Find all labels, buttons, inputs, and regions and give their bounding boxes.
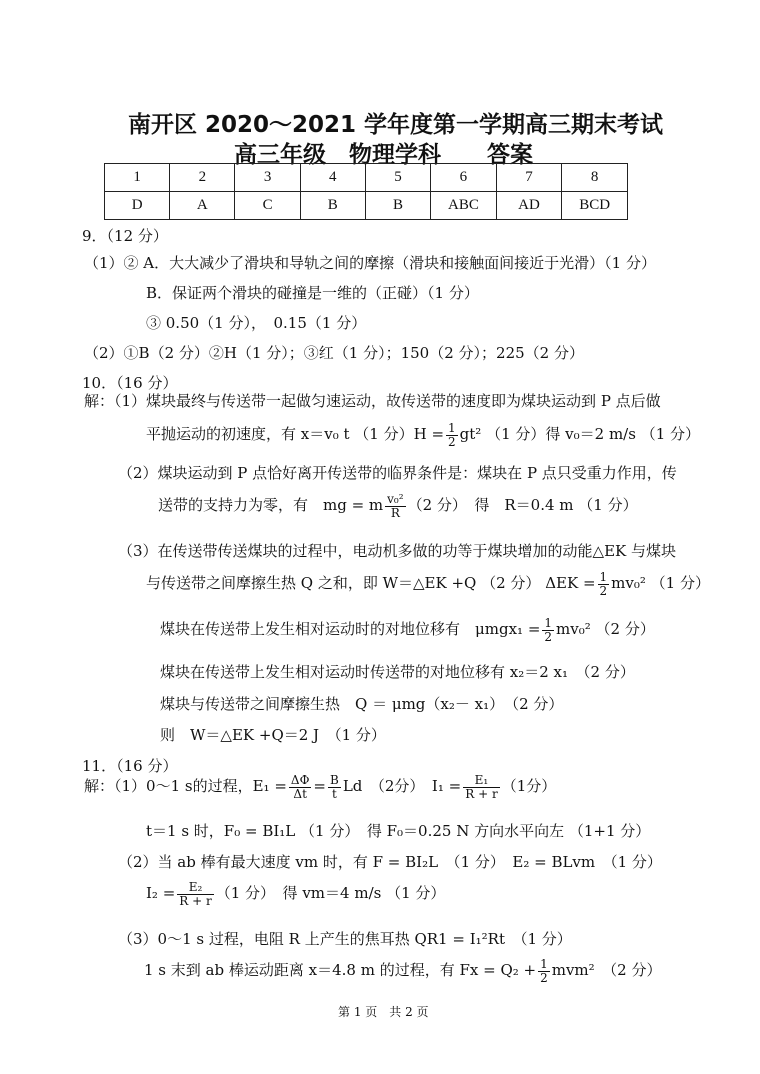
q10-line-2-text-a: 平抛运动的初速度，有 x＝v₀ t （1 分）H = <box>146 425 445 444</box>
q10-header: 10．（16 分） <box>82 374 178 392</box>
answer-cell: D <box>105 192 170 220</box>
q11-line-4-text-a: I₂ = <box>146 884 176 903</box>
q11-line-2: t＝1 s 时，F₀ = BI₁L （1 分） 得 F₀＝0.25 N 方向水平向左 （1+1 分） <box>146 822 651 840</box>
q10-line-8: 煤块在传送带上发生相对运动时传送带的对地位移有 x₂＝2 x₁ （2 分） <box>160 663 635 681</box>
q10-line-5: （3）在传送带传送煤块的过程中，电动机多做的功等于煤块增加的动能△EK 与煤块 <box>118 542 677 560</box>
question-number: 2 <box>170 164 235 192</box>
fraction-half: $\frac{1}{2}$ <box>599 570 608 598</box>
question-number: 1 <box>105 164 170 192</box>
q10-line-6-text-b: mv₀² （1 分） <box>611 574 710 593</box>
fraction-v0sq-over-R: $\frac{\text{v₀²}}{R}$ <box>387 492 404 520</box>
q10-line-1: 解：（1）煤块最终与传送带一起做匀速运动，故传送带的速度即为煤块运动到 P 点后做 <box>84 392 661 410</box>
q10-line-7-text-a: 煤块在传送带上发生相对运动时的对地位移有 μmgx₁ = <box>160 620 541 639</box>
q10-line-4-text-a: 送带的支持力为零，有 mg = m <box>158 496 384 515</box>
answer-cell: A <box>170 192 235 220</box>
answer-cell: B <box>365 192 430 220</box>
q9-line-2: B．保证两个滑块的碰撞是一维的（正碰）（1 分） <box>146 284 479 302</box>
q10-line-2 <box>146 422 700 448</box>
q11-line-5: （3）0～1 s 过程，电阻 R 上产生的焦耳热 QR1 = I₁²Rt （1 分） <box>118 930 572 948</box>
fraction-E2-over-Rr: $\frac{\text{E₂}}{R + r}$ <box>179 880 212 908</box>
answer-cell: B <box>300 192 365 220</box>
q11-line-4 <box>146 881 445 907</box>
answer-cell: ABC <box>431 192 497 220</box>
fraction-half: $\frac{1}{2}$ <box>448 421 456 449</box>
fraction-half: $\frac{1}{2}$ <box>540 957 548 985</box>
q11-line-4-text-b: （1 分） 得 vm＝4 m/s （1 分） <box>215 884 446 903</box>
question-number: 5 <box>365 164 430 192</box>
q9-line-1: （1）② A．大大减少了滑块和导轨之间的摩擦（滑块和接触面间接近于光滑）（1 分） <box>84 254 656 272</box>
answer-table-answer-row <box>105 192 628 220</box>
question-number: 8 <box>562 164 628 192</box>
q9-header: 9．（12 分） <box>82 227 168 245</box>
q11-line-1-text-a: 解：（1）0～1 s的过程，E₁ = <box>84 777 287 796</box>
question-number: 4 <box>300 164 365 192</box>
q11-line-6-text-a: 1 s 末到 ab 棒运动距离 x＝4.8 m 的过程，有 Fx = Q₂ + <box>144 961 537 980</box>
fraction-B-over-t: $\frac{B}{t}$ <box>330 773 339 801</box>
q10-line-10: 则 W＝△EK +Q＝2 J （1 分） <box>160 726 386 744</box>
q10-line-7 <box>160 617 655 643</box>
q10-line-2-text-b: gt² （1 分）得 v₀＝2 m/s （1 分） <box>459 425 701 444</box>
q11-line-1-text-b: Ld （2分） I₁ = <box>342 777 462 796</box>
q11-line-6-text-b: mvm² （2 分） <box>551 961 662 980</box>
page-title: 南开区 2020～2021 学年度第一学期高三期末考试 <box>128 112 664 138</box>
q10-line-4-text-b: （2 分） 得 R＝0.4 m （1 分） <box>407 496 638 515</box>
answer-cell: BCD <box>562 192 628 220</box>
q10-line-6 <box>146 571 710 597</box>
fraction-dphi-dt: $\frac{\Delta\Phi}{\Delta t}$ <box>290 773 310 801</box>
answer-table-header-row <box>105 164 628 192</box>
answer-cell: AD <box>496 192 561 220</box>
q11-header: 11．（16 分） <box>82 757 178 775</box>
q10-line-9: 煤块与传送带之间摩擦生热 Q ＝ μmg（x₂－ x₁） （2 分） <box>160 695 564 713</box>
q11-line-3: （2）当 ab 棒有最大速度 vm 时，有 F = BI₂L （1 分） E₂ = BLvm （1 分） <box>118 853 662 871</box>
q11-line-6 <box>144 958 661 984</box>
q10-line-3: （2）煤块运动到 P 点恰好离开传送带的临界条件是：煤块在 P 点只受重力作用，传 <box>118 464 677 482</box>
q10-line-6-text-a: 与传送带之间摩擦生热 Q 之和，即 W＝△EK +Q （2 分） ΔEK = <box>146 574 596 593</box>
q9-line-4: （2）①B（2 分）②H（1 分）；③红（1 分）；150（2 分）；225（2 分） <box>84 344 584 362</box>
q11-line-1-text-c: （1分） <box>501 777 557 796</box>
fraction-half: $\frac{1}{2}$ <box>544 616 553 644</box>
answer-cell: C <box>235 192 300 220</box>
question-number: 6 <box>431 164 497 192</box>
page-subtitle: 高三年级 物理学科 答案 <box>234 142 533 168</box>
answer-table <box>104 163 628 220</box>
q10-line-4 <box>158 493 638 519</box>
q11-line-1: 解：（1）0～1 s的过程，E₁ = $\frac{\Delta\Phi}{\Delta t}$ = $\frac{B}{t}$ Ld （2分） I₁ = $\frac{\text{E₁}}{R + r}$ （1分） <box>84 773 557 801</box>
question-number: 3 <box>235 164 300 192</box>
page-footer: 第 1 页 共 2 页 <box>338 1005 429 1019</box>
fraction-E1-over-Rr: $\frac{\text{E₁}}{R + r}$ <box>465 773 498 801</box>
question-number: 7 <box>496 164 561 192</box>
q10-line-7-text-b: mv₀² （2 分） <box>556 620 655 639</box>
q9-line-3: ③ 0.50（1 分）， 0.15（1 分） <box>146 314 367 332</box>
